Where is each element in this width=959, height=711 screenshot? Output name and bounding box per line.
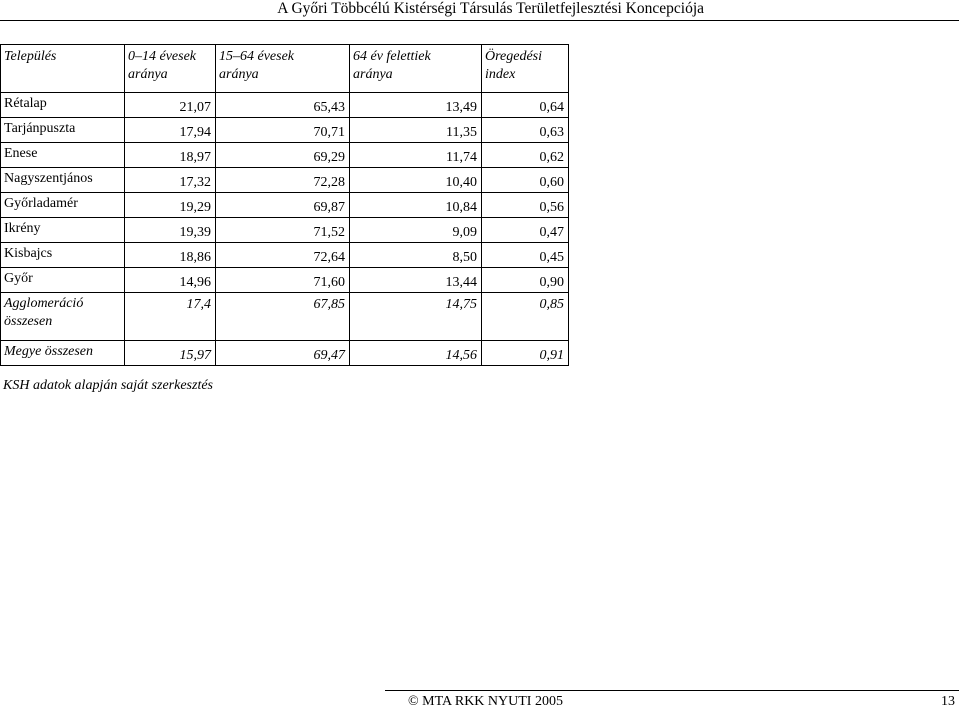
cell-15-64: 71,52 (216, 218, 350, 243)
footer-rule (385, 690, 959, 691)
header-cell-aging-index: Öregedési index (482, 45, 569, 93)
cell-15-64: 70,71 (216, 118, 350, 143)
cell-15-64: 72,28 (216, 168, 350, 193)
cell-0-14: 18,86 (125, 243, 216, 268)
cell-15-64: 69,29 (216, 143, 350, 168)
header-cell-64-plus: 64 év felettiek aránya (350, 45, 482, 93)
summary-row-county (1, 341, 569, 366)
source-note: KSH adatok alapján saját szerkesztés (3, 378, 213, 393)
table-row (1, 243, 569, 268)
cell-aging-index: 0,91 (482, 341, 569, 366)
settlement-name: Enese (1, 143, 125, 168)
header-cell-15-64: 15–64 évesek aránya (216, 45, 350, 93)
settlement-name: Ikrény (1, 218, 125, 243)
cell-15-64: 67,85 (216, 293, 350, 341)
cell-aging-index: 0,64 (482, 93, 569, 118)
cell-aging-index: 0,62 (482, 143, 569, 168)
cell-0-14: 18,97 (125, 143, 216, 168)
table-row (1, 268, 569, 293)
age-structure-table (0, 44, 569, 366)
footer-copyright: © MTA RKK NYUTI 2005 (408, 694, 563, 709)
table-row (1, 118, 569, 143)
cell-0-14: 17,4 (125, 293, 216, 341)
cell-64-plus: 11,35 (350, 118, 482, 143)
cell-0-14: 19,29 (125, 193, 216, 218)
table-row (1, 193, 569, 218)
cell-15-64: 65,43 (216, 93, 350, 118)
cell-aging-index: 0,60 (482, 168, 569, 193)
summary-row-agglomeration (1, 293, 569, 341)
page-header-title: A Győri Többcélú Kistérségi Társulás Területfejlesztési Koncepciója (277, 0, 704, 17)
cell-15-64: 72,64 (216, 243, 350, 268)
cell-64-plus: 8,50 (350, 243, 482, 268)
cell-aging-index: 0,47 (482, 218, 569, 243)
cell-15-64: 69,87 (216, 193, 350, 218)
table-row (1, 218, 569, 243)
cell-0-14: 19,39 (125, 218, 216, 243)
table-row (1, 168, 569, 193)
settlement-name: Kisbajcs (1, 243, 125, 268)
cell-0-14: 21,07 (125, 93, 216, 118)
summary-name: Megye összesen (1, 341, 125, 366)
settlement-name: Győr (1, 268, 125, 293)
cell-15-64: 71,60 (216, 268, 350, 293)
header-cell-telepules: Település (1, 45, 125, 93)
cell-aging-index: 0,63 (482, 118, 569, 143)
cell-64-plus: 13,49 (350, 93, 482, 118)
table-header-row (1, 45, 569, 93)
page-number: 13 (941, 694, 955, 709)
header-rule (0, 20, 959, 21)
cell-64-plus: 10,84 (350, 193, 482, 218)
table-row (1, 143, 569, 168)
cell-aging-index: 0,45 (482, 243, 569, 268)
table-row (1, 93, 569, 118)
cell-aging-index: 0,90 (482, 268, 569, 293)
settlement-name: Rétalap (1, 93, 125, 118)
settlement-name: Tarjánpuszta (1, 118, 125, 143)
cell-0-14: 17,32 (125, 168, 216, 193)
cell-0-14: 14,96 (125, 268, 216, 293)
cell-64-plus: 13,44 (350, 268, 482, 293)
cell-0-14: 15,97 (125, 341, 216, 366)
settlement-name: Nagyszentjános (1, 168, 125, 193)
cell-aging-index: 0,56 (482, 193, 569, 218)
cell-64-plus: 9,09 (350, 218, 482, 243)
cell-aging-index: 0,85 (482, 293, 569, 341)
cell-0-14: 17,94 (125, 118, 216, 143)
cell-15-64: 69,47 (216, 341, 350, 366)
summary-name: Agglomeráció összesen (1, 293, 125, 341)
settlement-name: Győrladamér (1, 193, 125, 218)
cell-64-plus: 14,56 (350, 341, 482, 366)
header-cell-0-14: 0–14 évesek aránya (125, 45, 216, 93)
cell-64-plus: 14,75 (350, 293, 482, 341)
cell-64-plus: 11,74 (350, 143, 482, 168)
cell-64-plus: 10,40 (350, 168, 482, 193)
